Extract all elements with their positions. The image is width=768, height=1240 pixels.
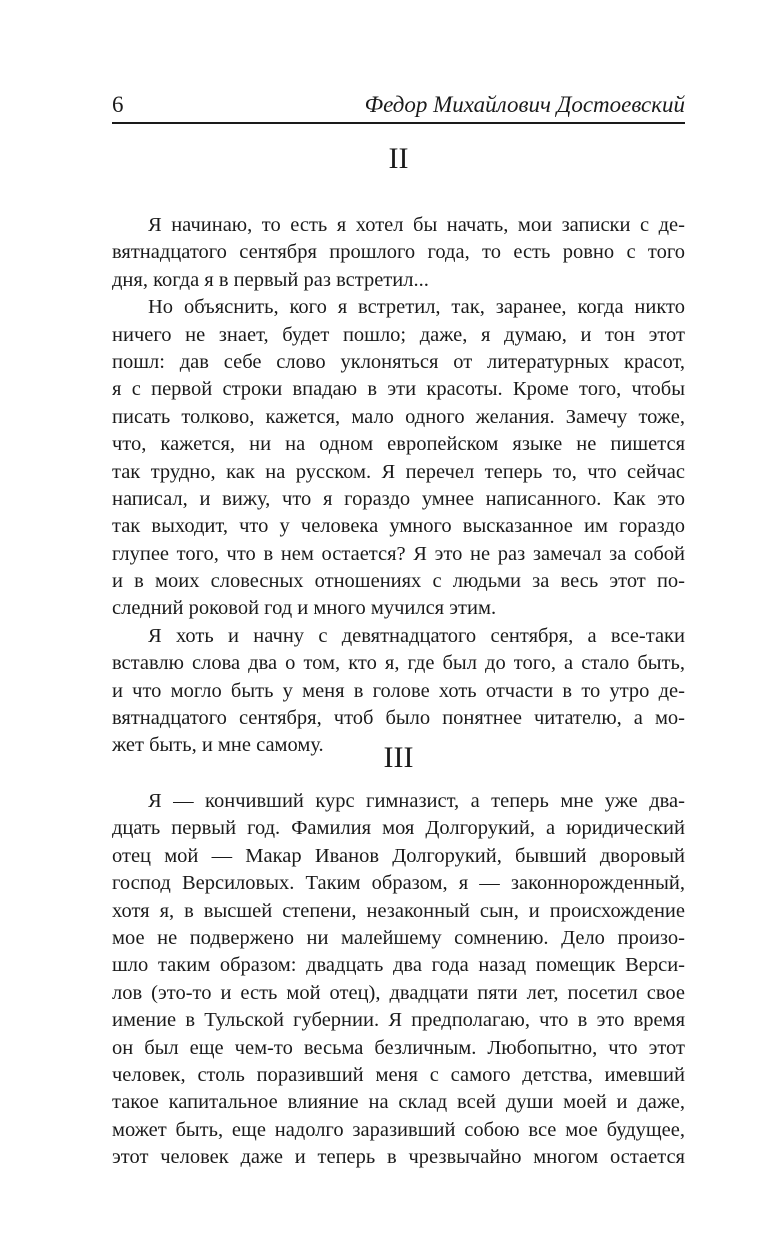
chapter-heading: II <box>388 142 409 175</box>
chapter-text <box>112 788 685 1171</box>
text-line: Я хоть и начну с девятнадцатого сентября, а все-таки <box>148 624 685 647</box>
chapter-heading: III <box>383 741 414 774</box>
text-line: дня, когда я в первый раз встретил... <box>112 268 429 291</box>
text-line: Я начинаю, то есть я хотел бы начать, мои записки с де- <box>148 214 685 236</box>
page-number: 6 <box>112 92 124 117</box>
text-line: такое капитальное влияние на склад всей души моей и даже, <box>112 1091 685 1114</box>
text-line: ничего не знает, будет пошло; даже, я думаю, и тон этот <box>112 323 685 346</box>
running-header <box>112 88 685 124</box>
text-line: он был еще чем-то весьма безличным. Любопытно, что этот <box>112 1036 685 1059</box>
text-line: что, кажется, ни на одном европейском языке не пишется <box>112 433 685 456</box>
text-line: имение в Тульской губернии. Я предполагаю, что в это время <box>112 1009 685 1032</box>
paragraph <box>112 788 685 1171</box>
text-line: глупее того, что в нем остается? Я это не раз замечал за собой <box>112 542 685 565</box>
text-line: мое не подвержено ни малейшему сомнению. Дело произо- <box>112 926 685 949</box>
text-line: дцать первый год. Фамилия моя Долгорукий, а юридический <box>112 817 685 840</box>
text-line: написал, и вижу, что я гораздо умнее написанного. Как это <box>112 487 685 510</box>
text-line: пошл: дав себе слово уклоняться от литературных красот, <box>112 350 685 373</box>
text-line: вятнадцатого сентября, чтоб было понятнее читателю, а мо- <box>112 707 685 730</box>
text-line: и что могло быть у меня в голове хоть отчасти в то утро де- <box>112 679 685 702</box>
text-line: лов (это-то и есть мой отец), двадцати пяти лет, посетил свое <box>112 981 685 1004</box>
paragraph <box>112 294 685 623</box>
text-line: господ Версиловых. Таким образом, я — законнорожденный, <box>112 872 685 895</box>
text-line: жет быть, и мне самому. <box>112 734 324 757</box>
text-line: так выходит, что у человека умного высказанное им гораздо <box>112 515 685 538</box>
text-line: писать толково, кажется, мало одного желания. Замечу тоже, <box>112 405 685 428</box>
text-line: так трудно, как на русском. Я перечел теперь то, что сейчас <box>112 460 685 483</box>
text-line: этот человек даже и теперь в чрезвычайно многом остается <box>112 1146 685 1169</box>
chapter-text <box>112 212 685 760</box>
text-line: я с первой строки впадаю в эти красоты. Кроме того, чтобы <box>112 378 685 401</box>
paragraph <box>112 623 685 760</box>
text-line: человек, столь поразивший меня с самого детства, имевший <box>112 1063 685 1086</box>
paragraph <box>112 212 685 294</box>
text-line: хотя я, в высшей степени, незаконный сын, и происхождение <box>112 899 685 922</box>
text-line: следний роковой год и много мучился этим. <box>112 597 497 620</box>
text-line: Но объяснить, кого я встретил, так, заранее, когда никто <box>148 296 685 319</box>
text-line: Я — кончивший курс гимназист, а теперь мне уже два- <box>148 790 685 812</box>
text-line: отец мой — Макар Иванов Долгорукий, бывший дворовый <box>112 844 685 867</box>
text-line: шло таким образом: двадцать два года назад помещик Верси- <box>112 954 685 977</box>
text-line: и в моих словесных отношениях с людьми за весь этот по- <box>112 570 685 593</box>
running-header-author: Федор Михайлович Достоевский <box>364 92 685 117</box>
text-line: вятнадцатого сентября прошлого года, то есть ровно с того <box>112 241 685 264</box>
text-line: может быть, еще надолго заразивший собою все мое будущее, <box>112 1118 685 1141</box>
text-line: вставлю слова два о том, кто я, где был до того, а стало быть, <box>112 652 685 675</box>
